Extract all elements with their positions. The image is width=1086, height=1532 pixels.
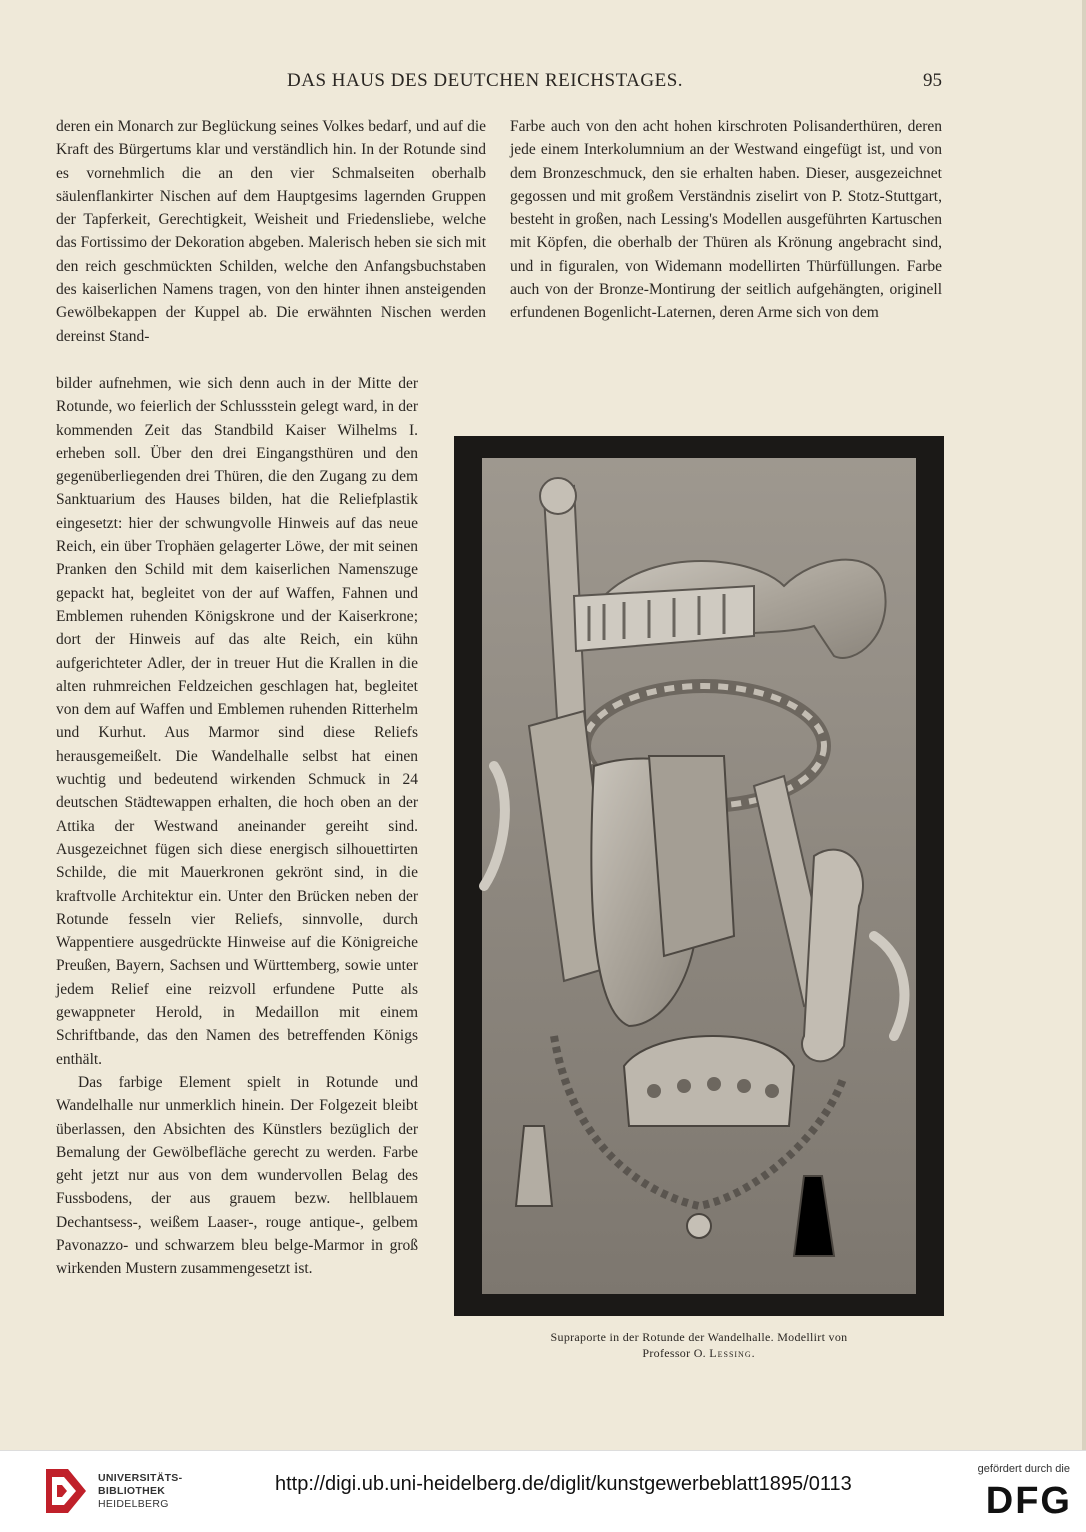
institution-line: BIBLIOTHEK [98, 1485, 166, 1497]
relief-photograph [454, 436, 944, 1316]
caption-artist: Lessing. [709, 1346, 756, 1360]
left-column-top [56, 115, 486, 348]
relief-illustration [454, 436, 944, 1316]
permalink-url[interactable]: http://digi.ub.uni-heidelberg.de/diglit/kunstgewerbeblatt1895/0113 [275, 1473, 852, 1495]
heraldic-shield-right [649, 756, 734, 956]
figure-caption [454, 1329, 944, 1361]
medal-pendant [687, 1214, 711, 1238]
heidelberg-library-logo-icon [40, 1463, 92, 1519]
running-head [52, 70, 942, 96]
paragraph: Das farbige Element spielt in Rotunde und Wandelhalle nur unmerklich hinein. Der Folgezeit bleibt überlassen, den Absichten des Künstlers bezüglich der Bemalung der Gewölbefläche gerecht zu werden. Farbe geht jetzt nur aus von dem wundervollen Belag des Fussbodens, der aus grauem bezw. hellblauem Dechantsess-, weißem Laaser-, rouge antique-, gelbem Pavonazzo- und schwarzem bleu belge-Marmor in groß wirkenden Mustern zusammengesetzt ist. [56, 1073, 418, 1278]
paragraph: deren ein Monarch zur Beglückung seines Volkes bedarf, und auf die Kraft des Bürgertums klar und verständlich hin. In der Rotunde sind es vornehmlich die an den vier Schmalseiten oberhalb säulenflankirter Nischen auf dem Hauptgesims lagernden Gruppen der Tapferkeit, Gerechtigkeit, Weisheit und Friedensliebe, welche das Fortissimo der Dekoration abgeben. Malerisch heben sie sich mit den reich geschmückten Schilden, welche den Anfangsbuchstaben des kaiserlichen Namens tragen, von den hinter ihnen ansteigenden Gewölbekappen der Kuppel ab. Die erwähnten Nischen werden dereinst Stand- [56, 118, 486, 345]
paragraph: bilder aufnehmen, wie sich denn auch in der Mitte der Rotunde, wo feierlich der Schlussstein gelegt ward, in der kommenden Zeit das Standbild Kaiser Wilhelms I. erheben soll. Über den drei Eingangsthüren und den gegenüberliegenden drei Thüren, die den Zugang zu dem Sanktuarium des Hauses bilden, hat die Reliefplastik eingesetzt: hier der schwungvolle Hinweis auf das neue Reich, ein über Trophäen gelagerter Löwe, der mit seinen Pranken den Schild mit dem kaiserlichen Namenszuge gepackt hat, begleitet von der auf Waffen, Fahnen und Emblemen ruhenden Königskrone und der Kaiserkrone; dort der Hinweis auf das alte Reich, ein kühn aufgerichteter Adler, der in treuer Hut die Krallen in die alten ruhmreichen Feldzeichen geschlagen hat, begleitet von dem auf Waffen und Emblemen ruhenden Ritterhelm und Kurhut. Aus Marmor sind diese Reliefs herausgemeißelt. Die Wandelhalle selbst hat einen wuchtig und bedeutend wirkenden Schmuck in 24 deutschen Städtewappen erhalten, die hoch oben an der Attika der Westwand aneinander gereiht sind. Ausgezeichnet fügen sich diese energisch silhouettirten Schilde, die mit Mauerkronen gekrönt sind, in die kraftvolle Architektur ein. Unter den Brücken neben der Rotunde fesseln vier Reliefs, sinnvolle, durch Wappentiere ausgedrückte Hinweise auf die Königreiche Preußen, Bayern, Sachsen und Württemberg, sowie unter jedem Relief eine reizvoll erfundene Putte als gewappneter Herold, in Medaillon mit einem Schriftbande, das den Namen des betreffenden Königs enthält. [56, 375, 418, 1068]
running-title: DAS HAUS DES DEUTCHEN REICHSTAGES. [287, 70, 684, 91]
funding-note: gefördert durch die [977, 1463, 1070, 1475]
institution-line: UNIVERSITÄTS- [98, 1472, 183, 1484]
scan-edge [1082, 0, 1086, 1450]
left-column-narrow [56, 372, 418, 1281]
institution-line: HEIDELBERG [98, 1498, 169, 1510]
dfg-logo: DFG [985, 1480, 1072, 1522]
digitization-footer [0, 1450, 1086, 1532]
institution-name [98, 1472, 182, 1511]
paragraph: Farbe auch von den acht hohen kirschroten Polisanderthüren, deren jede einem Interkolumnium an der Westwand eingefügt ist, und von dem Bronzeschmuck, den sie erhalten haben. Dieser, ausgezeichnet gegossen und mit großem Verständnis ziselirt von P. Stotz-Stuttgart, besteht in großen, nach Lessing's Modellen ausgeführten Kartuschen mit Köpfen, die oberhalb der Thüren als Krönung angebracht sind, und in figuralen, von Widemann modellirten Thürfüllungen. Farbe auch von der Bronze-Montirung der seitlich aufgehängten, originell erfundenen Bogenlicht-Laternen, deren Arme sich von dem [510, 118, 942, 322]
caption-line [454, 1345, 944, 1361]
right-column-top [510, 115, 942, 325]
caption-line: Supraporte in der Rotunde der Wandelhalle. Modellirt von [550, 1330, 848, 1344]
page-number: 95 [923, 70, 942, 91]
caption-prefix: Professor O. [642, 1346, 710, 1360]
sword-pommel [540, 478, 576, 514]
